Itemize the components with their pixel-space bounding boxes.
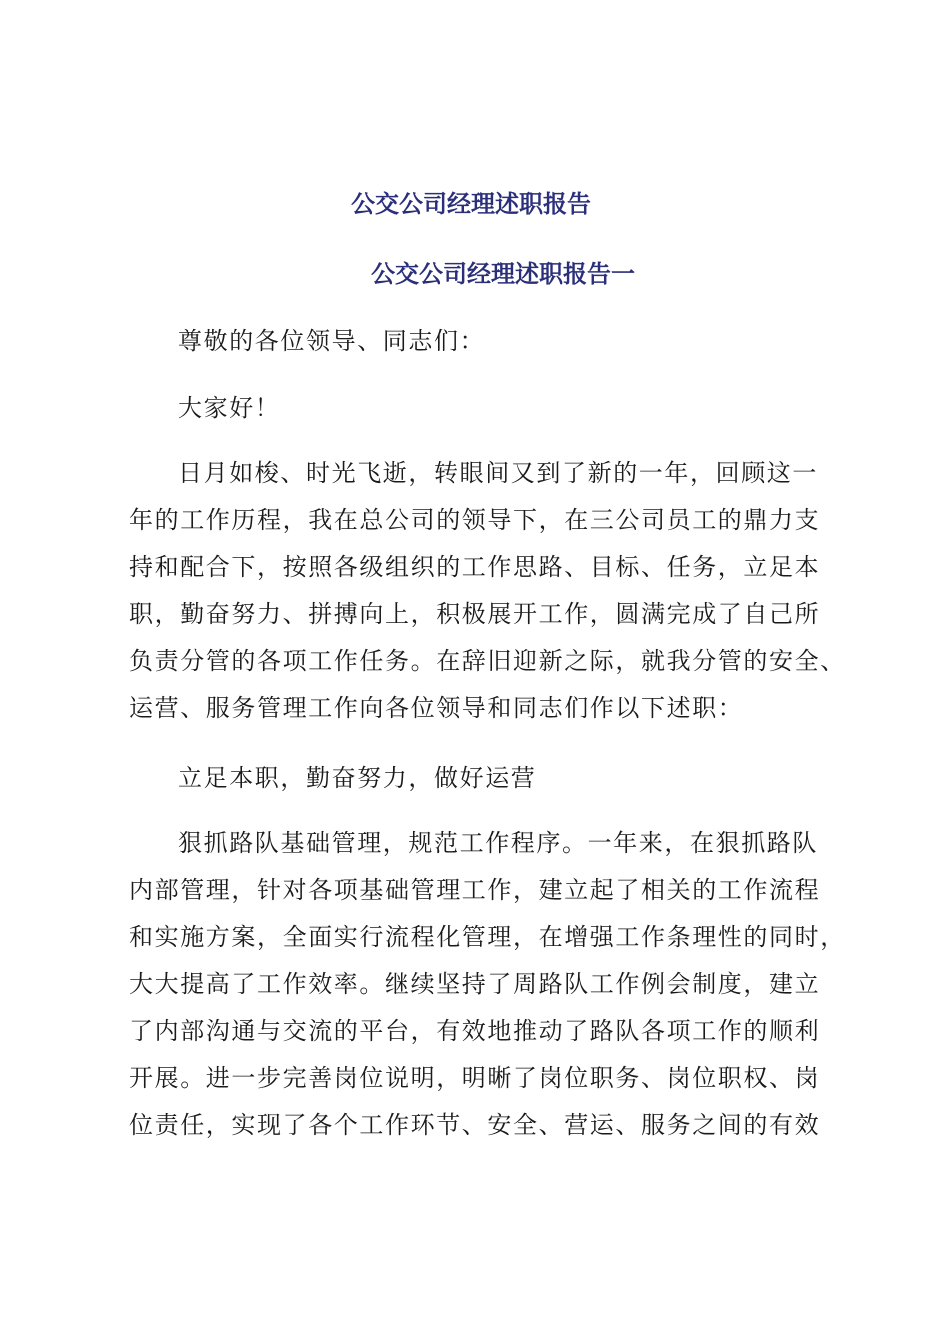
document-title: 公交公司经理述职报告 xyxy=(351,189,591,218)
work-line: 内部管理，针对各项基础管理工作，建立起了相关的工作流程 xyxy=(129,876,821,904)
work-line: 和实施方案，全面实行流程化管理，在增强工作条理性的同时， xyxy=(129,923,846,951)
work-paragraph xyxy=(129,820,846,1149)
hello-paragraph xyxy=(129,385,829,432)
work-line: 开展。进一步完善岗位说明，明晰了岗位职务、岗位职权、岗 xyxy=(129,1064,821,1092)
intro-line: 运营、服务管理工作向各位领导和同志们作以下述职： xyxy=(129,694,744,722)
section-heading: 立足本职，勤奋努力，做好运营 xyxy=(178,764,537,792)
work-line: 大大提高了工作效率。继续坚持了周路队工作例会制度，建立 xyxy=(129,970,821,998)
greeting-paragraph xyxy=(129,318,829,365)
section-heading-paragraph xyxy=(129,755,829,802)
work-line: 位责任，实现了各个工作环节、安全、营运、服务之间的有效 xyxy=(129,1111,821,1139)
document-subtitle: 公交公司经理述职报告一 xyxy=(371,259,635,288)
intro-line: 负责分管的各项工作任务。在辞旧迎新之际，就我分管的安全、 xyxy=(129,647,846,675)
hello-line: 大家好！ xyxy=(178,394,281,422)
greeting-line: 尊敬的各位领导、同志们： xyxy=(178,327,486,355)
intro-line: 日月如梭、时光飞逝，转眼间又到了新的一年，回顾这一 xyxy=(178,459,818,487)
intro-paragraph xyxy=(129,450,846,732)
intro-line: 持和配合下，按照各级组织的工作思路、目标、任务，立足本 xyxy=(129,553,821,581)
work-line: 了内部沟通与交流的平台，有效地推动了路队各项工作的顺利 xyxy=(129,1017,821,1045)
intro-line: 年的工作历程，我在总公司的领导下，在三公司员工的鼎力支 xyxy=(129,506,821,534)
intro-line: 职，勤奋努力、拼搏向上，积极展开工作，圆满完成了自己所 xyxy=(129,600,821,628)
work-line: 狠抓路队基础管理，规范工作程序。一年来，在狠抓路队 xyxy=(178,829,818,857)
